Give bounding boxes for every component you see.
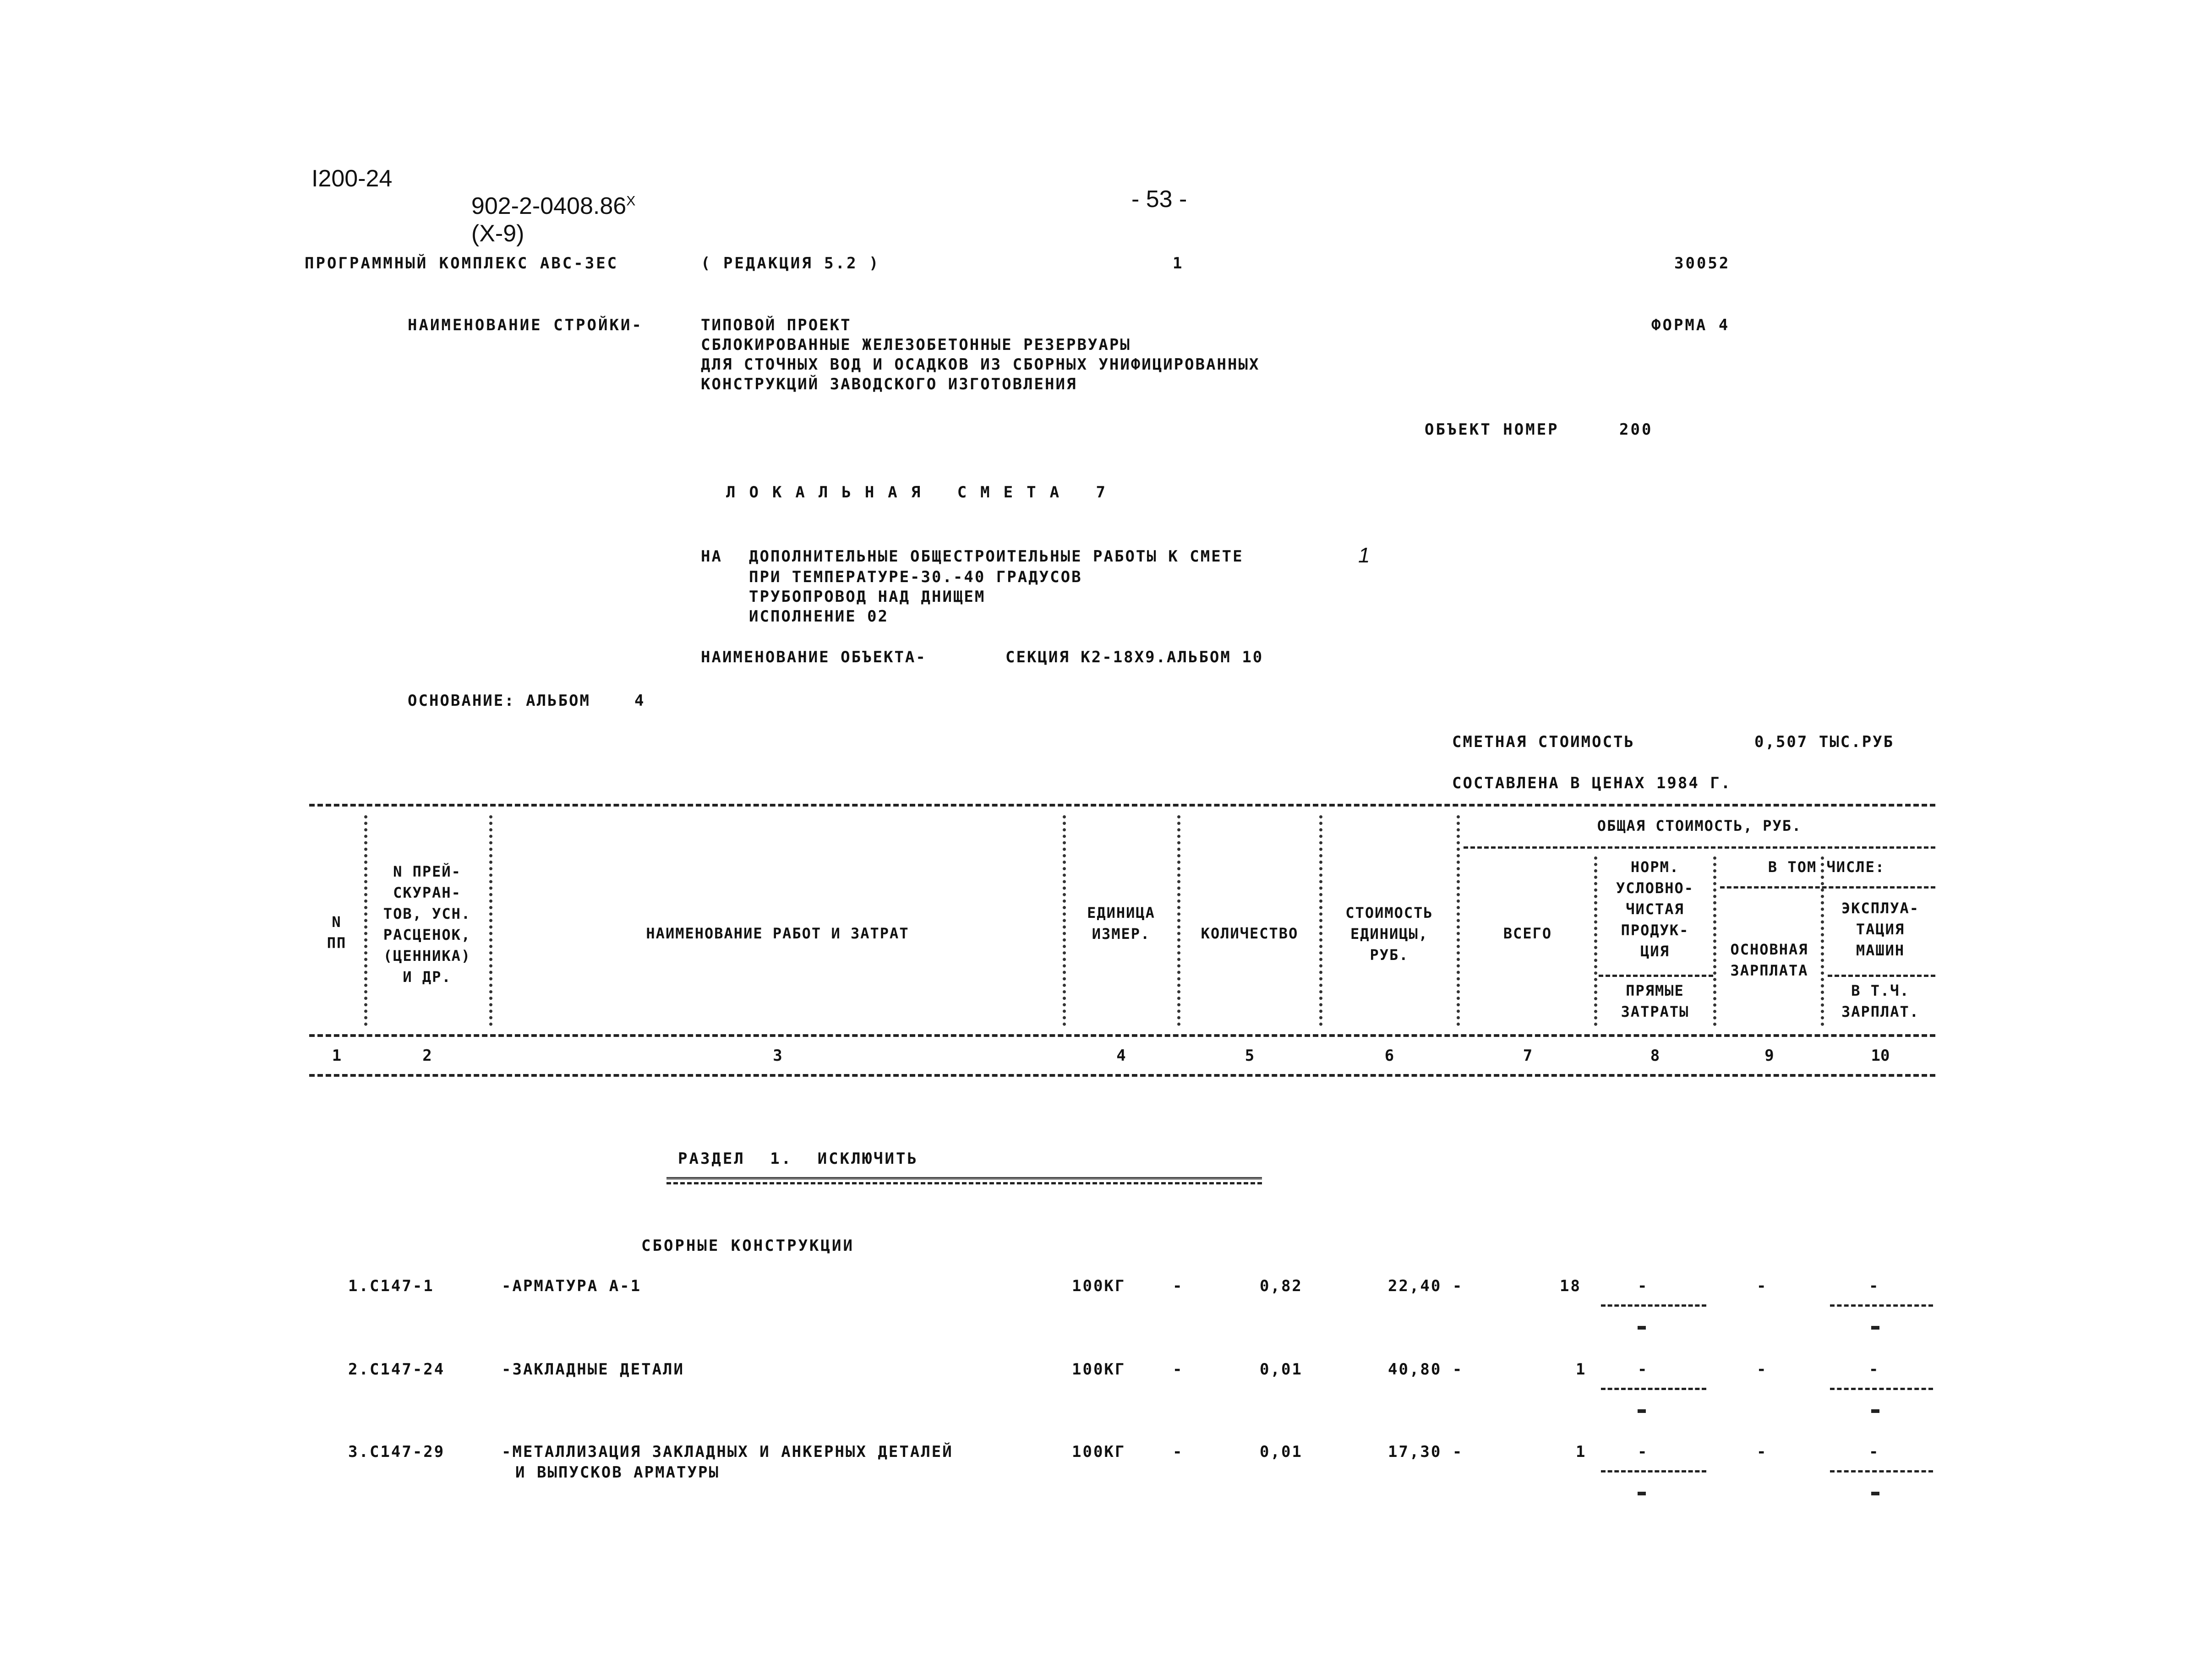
- group-total-rule: [1464, 846, 1935, 849]
- section-underline: [666, 1177, 1262, 1184]
- row-col10-rule: [1830, 1304, 1933, 1307]
- row-col10-rule: [1830, 1470, 1933, 1472]
- row-col10: -: [1869, 1443, 1880, 1461]
- construction-line-4: КОНСТРУКЦИЙ ЗАВОДСКОГО ИЗГОТОВЛЕНИЯ: [701, 375, 1077, 393]
- col-sep-7: [1594, 856, 1597, 1026]
- table-bottom-rule: [309, 1074, 1935, 1077]
- col10-split-rule: [1828, 975, 1935, 977]
- row-col10: -: [1869, 1277, 1880, 1295]
- table-top-rule: [309, 804, 1935, 807]
- row-name-cont: И ВЫПУСКОВ АРМАТУРЫ: [515, 1463, 720, 1482]
- row-unit-mark: -: [1173, 1277, 1184, 1295]
- colnum-10: 10: [1871, 1047, 1890, 1065]
- row-name: -АРМАТУРА А-1: [502, 1277, 642, 1295]
- row-col8-sub: [1638, 1326, 1646, 1330]
- series-superscript: X: [626, 193, 636, 209]
- doc-id: I200-24: [311, 165, 393, 192]
- basis-label: ОСНОВАНИЕ: АЛЬБОМ: [408, 692, 590, 710]
- row-unit: 100КГ: [1072, 1360, 1126, 1379]
- col3-header: НАИМЕНОВАНИЕ РАБОТ И ЗАТРАТ: [646, 925, 909, 942]
- row-name: -МЕТАЛЛИЗАЦИЯ ЗАКЛАДНЫХ И АНКЕРНЫХ ДЕТАЛЕЙ: [502, 1443, 953, 1461]
- col8b-header: ПРЯМЫЕ ЗАТРАТЫ: [1621, 982, 1689, 1020]
- row-col9: -: [1757, 1277, 1768, 1295]
- row-number: 1.С147-1: [348, 1277, 434, 1295]
- section-subtitle: СБОРНЫЕ КОНСТРУКЦИИ: [641, 1237, 854, 1255]
- row-quantity: 0,82: [1260, 1277, 1303, 1295]
- object-number: 200: [1619, 420, 1653, 439]
- object-name-value: СЕКЦИЯ К2-18Х9.АЛЬБОМ 10: [1005, 648, 1264, 666]
- col8-split-rule: [1599, 975, 1713, 977]
- row-col8: -: [1638, 1360, 1649, 1379]
- row-col10: -: [1869, 1360, 1880, 1379]
- colnum-4: 4: [1116, 1047, 1126, 1065]
- group-incl-rule: [1720, 886, 1935, 889]
- sheet-number: 1: [1173, 254, 1184, 273]
- purpose-prefix: НА: [701, 547, 722, 566]
- row-col10-sub: [1871, 1492, 1879, 1495]
- purpose-line-2: ПРИ ТЕМПЕРАТУРЕ-30.-40 ГРАДУСОВ: [749, 568, 1082, 586]
- col4-header: ЕДИНИЦА ИЗМЕР.: [1087, 904, 1155, 943]
- row-col10-rule: [1830, 1388, 1933, 1390]
- col1-header: N ПП: [327, 913, 347, 952]
- program-name: ПРОГРАММНЫЙ КОМПЛЕКС АВС-3ЕС: [305, 254, 619, 273]
- colnum-9: 9: [1764, 1047, 1774, 1065]
- row-col8: -: [1638, 1277, 1649, 1295]
- estimate-title: ЛОКАЛЬНАЯ СМЕТА 7: [726, 483, 1119, 502]
- row-unit-price: 17,30 -: [1388, 1443, 1464, 1461]
- construction-label: НАИМЕНОВАНИЕ СТРОЙКИ-: [408, 316, 643, 334]
- col-sep-6: [1457, 815, 1460, 1026]
- col6-header: СТОИМОСТЬ ЕДИНИЦЫ, РУБ.: [1345, 904, 1433, 964]
- row-total: 18: [1560, 1277, 1581, 1295]
- col-sep-2: [489, 815, 492, 1026]
- row-unit-price: 40,80 -: [1388, 1360, 1464, 1379]
- row-col8-sub: [1638, 1409, 1646, 1413]
- section-title: РАЗДЕЛ 1. ИСКЛЮЧИТЬ: [678, 1150, 918, 1168]
- colnum-2: 2: [422, 1047, 432, 1065]
- purpose-line-1: ДОПОЛНИТЕЛЬНЫЕ ОБЩЕСТРОИТЕЛЬНЫЕ РАБОТЫ К СМЕТЕ: [749, 547, 1244, 566]
- row-unit: 100КГ: [1072, 1443, 1126, 1461]
- row-col10-sub: [1871, 1326, 1879, 1330]
- construction-line-3: ДЛЯ СТОЧНЫХ ВОД И ОСАДКОВ ИЗ СБОРНЫХ УНИФИЦИРОВАННЫХ: [701, 355, 1260, 374]
- construction-line-2: СБЛОКИРОВАННЫЕ ЖЕЛЕЗОБЕТОННЫЕ РЕЗЕРВУАРЫ: [701, 336, 1131, 354]
- construction-line-1: ТИПОВОЙ ПРОЕКТ: [701, 316, 852, 334]
- row-unit-price: 22,40 -: [1388, 1277, 1464, 1295]
- col10b-header: В Т.Ч. ЗАРПЛАТ.: [1841, 982, 1920, 1020]
- object-name-label: НАИМЕНОВАНИЕ ОБЪЕКТА-: [701, 648, 927, 666]
- form-label: ФОРМА 4: [1651, 316, 1730, 334]
- col9-header: ОСНОВНАЯ ЗАРПЛАТА: [1730, 941, 1808, 979]
- row-col8-rule: [1601, 1304, 1706, 1307]
- col10-header: ЭКСПЛУА- ТАЦИЯ МАШИН: [1841, 900, 1920, 959]
- row-quantity: 0,01: [1260, 1360, 1303, 1379]
- row-unit-mark: -: [1173, 1360, 1184, 1379]
- colnum-7: 7: [1523, 1047, 1533, 1065]
- col8-header: НОРМ. УСЛОВНО- ЧИСТАЯ ПРОДУК- ЦИЯ: [1616, 858, 1694, 960]
- col2-header: N ПРЕЙ- СКУРАН- ТОВ, УСН. РАСЦЕНОК, (ЦЕННИКА) И ДР.: [383, 863, 471, 986]
- price-basis: СОСТАВЛЕНА В ЦЕНАХ 1984 Г.: [1452, 774, 1732, 792]
- series-code: $902-2-0408.86^X$ (X-9): [471, 193, 636, 247]
- object-label: ОБЪЕКТ НОМЕР: [1425, 420, 1559, 439]
- purpose-line-3: ТРУБОПРОВОД НАД ДНИЩЕМ: [749, 588, 986, 606]
- row-quantity: 0,01: [1260, 1443, 1303, 1461]
- purpose-ref-number: 1: [1358, 543, 1370, 567]
- row-name: -ЗАКЛАДНЫЕ ДЕТАЛИ: [502, 1360, 684, 1379]
- document-code: 30052: [1674, 254, 1731, 273]
- col7-header: ВСЕГО: [1503, 925, 1552, 942]
- col5-header: КОЛИЧЕСТВО: [1201, 925, 1299, 942]
- row-total: 1: [1576, 1360, 1587, 1379]
- row-col8-rule: [1601, 1388, 1706, 1390]
- group-total-header: ОБЩАЯ СТОИМОСТЬ, РУБ.: [1597, 817, 1802, 834]
- row-col8-rule: [1601, 1470, 1706, 1472]
- row-number: 2.С147-24: [348, 1360, 445, 1379]
- table-header-rule: [309, 1034, 1935, 1037]
- colnum-3: 3: [773, 1047, 782, 1065]
- colnum-6: 6: [1384, 1047, 1394, 1065]
- row-unit: 100КГ: [1072, 1277, 1126, 1295]
- page-number: - 53 -: [1131, 186, 1187, 213]
- row-col9: -: [1757, 1360, 1768, 1379]
- group-incl-header: В ТОМ ЧИСЛЕ:: [1768, 858, 1885, 876]
- basis-value: 4: [634, 692, 645, 710]
- col-sep-8: [1713, 856, 1716, 1026]
- row-col8: -: [1638, 1443, 1649, 1461]
- row-col10-sub: [1871, 1409, 1879, 1413]
- col-sep-5: [1319, 815, 1322, 1026]
- row-col9: -: [1757, 1443, 1768, 1461]
- colnum-8: 8: [1650, 1047, 1660, 1065]
- cost-value: 0,507 ТЫС.РУБ: [1754, 733, 1895, 751]
- col-sep-4: [1177, 815, 1180, 1026]
- program-edition: ( РЕДАКЦИЯ 5.2 ): [701, 254, 880, 273]
- col-sep-9: [1821, 856, 1824, 1026]
- row-col8-sub: [1638, 1492, 1646, 1495]
- colnum-5: 5: [1245, 1047, 1255, 1065]
- cost-label: СМЕТНАЯ СТОИМОСТЬ: [1452, 733, 1635, 751]
- purpose-line-4: ИСПОЛНЕНИЕ 02: [749, 607, 889, 626]
- series-variant: (X-9): [471, 220, 524, 247]
- row-number: 3.С147-29: [348, 1443, 445, 1461]
- row-unit-mark: -: [1173, 1443, 1184, 1461]
- row-total: 1: [1576, 1443, 1587, 1461]
- colnum-1: 1: [332, 1047, 342, 1065]
